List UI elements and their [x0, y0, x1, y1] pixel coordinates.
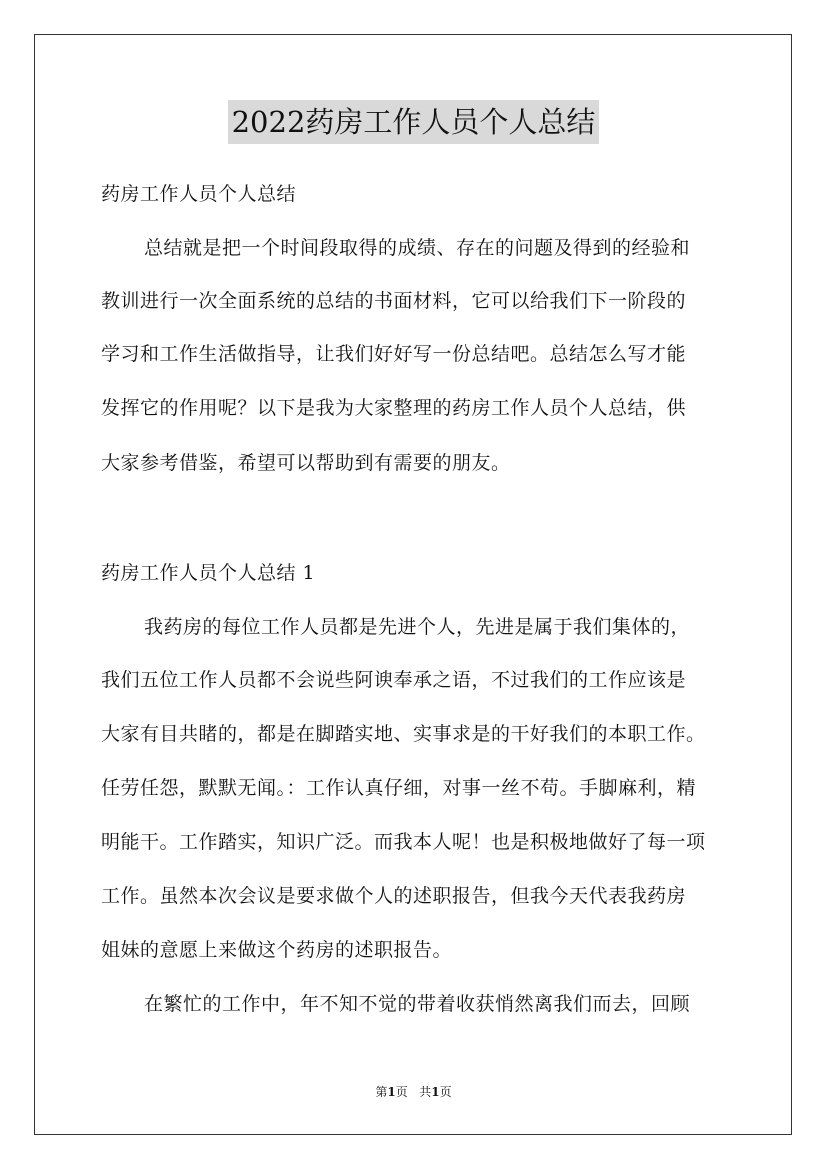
section-heading: 药房工作人员个人总结 — [101, 183, 297, 205]
paragraph-line: 任劳任怨，默默无闻。：工作认真仔细，对事一丝不苟。手脚麻利，精 — [101, 777, 697, 799]
total-page-number: 1 — [431, 1085, 440, 1099]
page-label-prefix: 第 — [375, 1085, 388, 1099]
paragraph-line: 工作。虽然本次会议是要求做个人的述职报告，但我今天代表我药房 — [101, 885, 687, 907]
paragraph-line: 在繁忙的工作中，年不知不觉的带着收获悄然离我们而去，回顾 — [144, 993, 691, 1015]
title-container — [0, 100, 827, 144]
paragraph-line: 大家参考借鉴，希望可以帮助到有需要的朋友。 — [101, 452, 511, 474]
paragraph-line: 学习和工作生活做指导，让我们好好写一份总结吧。总结怎么写才能 — [101, 343, 687, 365]
page-label-mid: 页 共 — [395, 1085, 432, 1099]
paragraph-line: 总结就是把一个时间段取得的成绩、存在的问题及得到的经验和 — [144, 237, 691, 259]
current-page-number: 1 — [387, 1085, 396, 1099]
paragraph-line: 我们五位工作人员都不会说些阿谀奉承之语，不过我们的工作应该是 — [101, 669, 687, 691]
paragraph-line: 明能干。工作踏实，知识广泛。而我本人呢！也是积极地做好了每一项 — [101, 831, 706, 853]
paragraph-line: 姐妹的意愿上来做这个药房的述职报告。 — [101, 939, 453, 961]
document-title: 2022药房工作人员个人总结 — [228, 100, 600, 144]
paragraph-line: 我药房的每位工作人员都是先进个人，先进是属于我们集体的， — [144, 616, 691, 638]
paragraph-line: 大家有目共睹的，都是在脚踏实地、实事求是的干好我们的本职工作。 — [101, 723, 706, 745]
paragraph-line: 教训进行一次全面系统的总结的书面材料，它可以给我们下一阶段的 — [101, 290, 687, 312]
paragraph-line: 发挥它的作用呢？以下是我为大家整理的药房工作人员个人总结，供 — [101, 397, 687, 419]
page-label-suffix: 页 — [439, 1085, 452, 1099]
page-footer — [0, 1084, 827, 1100]
section-heading: 药房工作人员个人总结 1 — [101, 562, 316, 584]
